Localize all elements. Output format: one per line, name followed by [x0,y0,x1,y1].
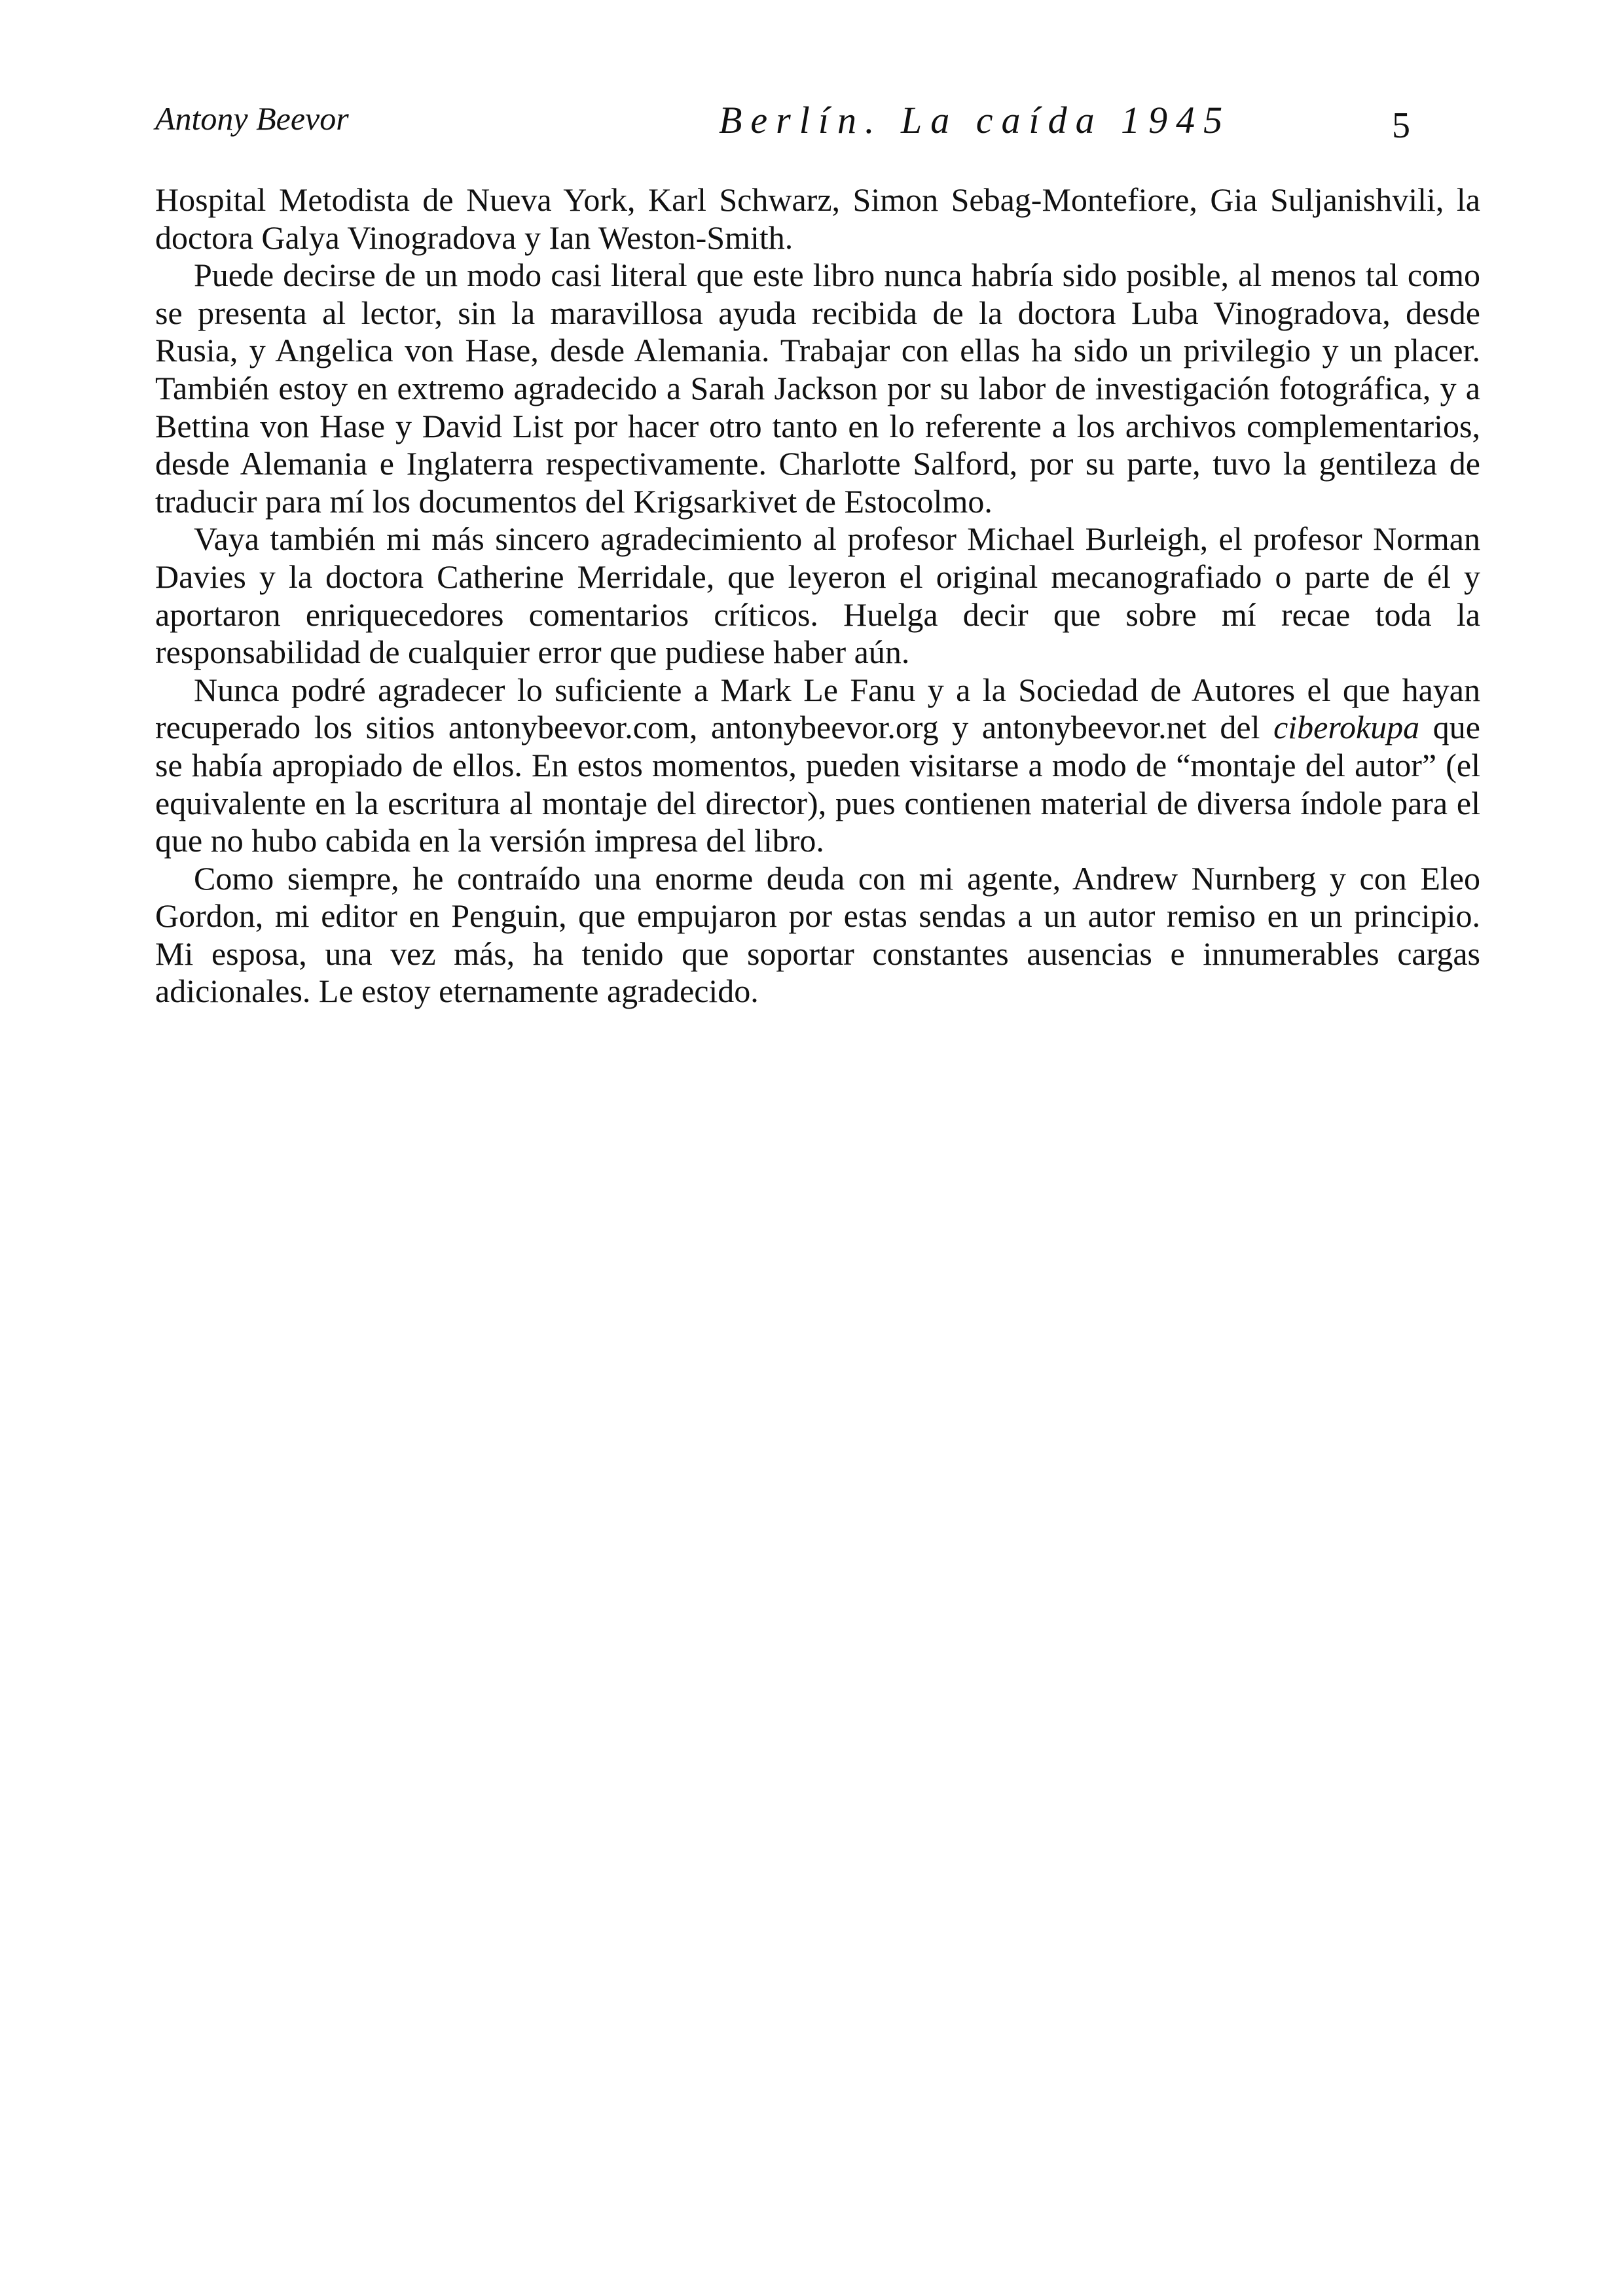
body-line: desde Alemania e Inglaterra respectivamente. Charlotte Salford, por su parte, tuvo la gentileza de [155,445,1480,482]
body-line-text: recuperado los sitios antonybeevor.com, antonybeevor.org y antonybeevor.net del [155,709,1274,746]
paragraph [155,257,1480,520]
body-line: Mi esposa, una vez más, ha tenido que soportar constantes ausencias e innumerables cargas [155,935,1480,972]
body-line: se había apropiado de ellos. En estos momentos, pueden visitarse a modo de “montaje del autor” (el [155,746,1480,783]
page-number: 5 [1392,105,1410,146]
body-line: traducir para mí los documentos del Krigsarkivet de Estocolmo. [155,482,993,520]
body-line: Como siempre, he contraído una enorme deuda con mi agente, Andrew Nurnberg y con Eleo [194,859,1480,897]
body-line: Rusia, y Angelica von Hase, desde Alemania. Trabajar con ellas ha sido un privilegio y un placer. [155,332,1480,369]
body-line: que no hubo cabida en la versión impresa del libro. [155,822,824,859]
body-line: Davies y la doctora Catherine Merridale, que leyeron el original mecanografiado o parte de él y [155,558,1480,595]
body-line: Vaya también mi más sincero agradecimiento al profesor Michael Burleigh, el profesor Norman [194,520,1480,558]
body-line: responsabilidad de cualquier error que pudiese haber aún. [155,634,910,671]
paragraph [155,181,1480,257]
body-line: También estoy en extremo agradecido a Sarah Jackson por su labor de investigación fotográfica, y a [155,369,1480,406]
paragraph [155,860,1480,1011]
paragraph [155,520,1480,671]
body-text [155,181,1480,1011]
header-author: Antony Beevor [155,100,349,137]
body-line: equivalente en la escritura al montaje del director), pues contienen material de diversa índole para el [155,784,1480,821]
body-line: Bettina von Hase y David List por hacer otro tanto en lo referente a los archivos complementarios, [155,407,1480,444]
body-line: Nunca podré agradecer lo suficiente a Mark Le Fanu y a la Sociedad de Autores el que hayan [194,671,1480,708]
body-line: Hospital Metodista de Nueva York, Karl Schwarz, Simon Sebag-Montefiore, Gia Suljanishvili, la [155,181,1480,218]
body-line: adicionales. Le estoy eternamente agradecido. [155,973,759,1010]
body-line: doctora Galya Vinogradova y Ian Weston-Smith. [155,219,793,256]
body-line-text: que [1419,709,1480,746]
italic-term: ciberokupa [1273,709,1420,746]
body-line: Gordon, mi editor en Penguin, que empujaron por estas sendas a un autor remiso en un principio. [155,897,1480,935]
body-line: aportaron enriquecedores comentarios críticos. Huelga decir que sobre mí recae toda la [155,596,1480,633]
body-line: se presenta al lector, sin la maravillosa ayuda recibida de la doctora Luba Vinogradova, desde [155,294,1480,331]
body-line: Puede decirse de un modo casi literal que este libro nunca habría sido posible, al menos tal como [194,257,1480,294]
paragraph [155,672,1480,860]
header-book-title: Berlín. La caída 1945 [719,99,1231,141]
body-line [155,709,1480,747]
